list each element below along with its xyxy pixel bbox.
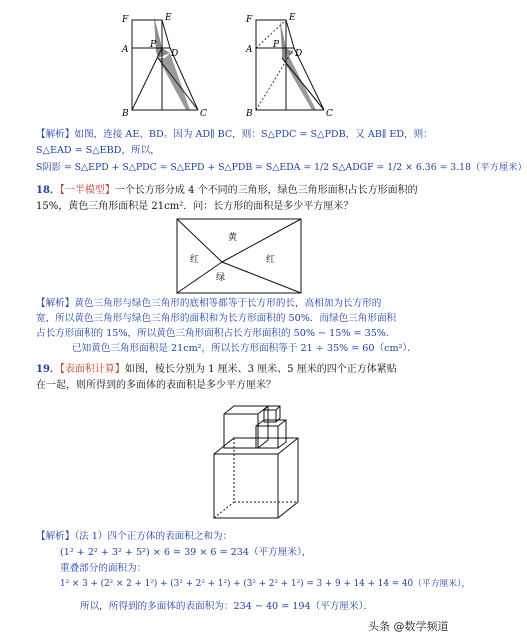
label-A: A [246, 45, 253, 55]
label-A: A [122, 45, 129, 55]
label-B: B [246, 109, 253, 119]
solution18-line1: 【解析】黄色三角形与绿色三角形的底相等都等于长方形的长，高相加为长方形的 [36, 298, 382, 309]
solution19-line5: 所以，所得到的多面体的表面积为：234 − 40 = 194（平方厘米）． [80, 601, 373, 612]
figure-stacked-cubes [196, 396, 326, 520]
label-P: P [150, 40, 157, 50]
label-E: E [165, 13, 172, 23]
label-C: C [326, 109, 333, 119]
solution17-line1: 【解析】如图，连接 AE、BD。因为 AD∥ BC，则：S△PDC = S△PDB，又 AB∥ ED，则： [36, 129, 433, 140]
question19-text1: 如图，棱长分别为 1 厘米、3 厘米、5 厘米的四个正方体紧贴 [124, 364, 397, 375]
question19-number: 19． [36, 364, 60, 375]
label-D: D [295, 49, 303, 59]
label-yellow: 黄 [228, 233, 238, 243]
label-green: 绿 [216, 273, 226, 283]
label-F: F [122, 15, 129, 25]
label-red-left: 红 [190, 255, 200, 265]
solution19-line1: 【解析】（法 1）四个正方体的表面积之和为： [36, 531, 233, 542]
label-E: E [289, 13, 296, 23]
label-C: C [200, 109, 207, 119]
question18-text1: 一个长方形分成 4 个不同的三角形，绿色三角形面积占长方形面积的 [114, 185, 418, 196]
question18-text2: 15%，黄色三角形面积是 21cm²．问：长方形的面积是多少平方厘米？ [36, 201, 354, 212]
question19-tag: 【表面积计算】 [59, 364, 125, 375]
figure-rectangle-triangles [176, 218, 302, 294]
solution17-line3: S阴影 = S△EPD + S△PDC = S△EPD + S△PDB = S△EDA = 1/2 S△ADGF = 1/2 × 6.36 = 3.18（平方厘米） [36, 162, 527, 173]
question18-tag: 【一半模型】 [59, 185, 115, 196]
solution17-line2: S△EAD = S△EBD，所以， [36, 145, 160, 156]
label-B: B [122, 109, 129, 119]
solution18-line4: 已知黄色三角形面积是 21cm²，所以长方形面积等于 21 ÷ 35% = 60（cm²）． [72, 343, 417, 354]
label-P: P [273, 40, 280, 50]
figure-rectangle-left [110, 6, 230, 118]
question19 [36, 363, 397, 376]
solution18-line2: 宽，所以黄色三角形与绿色三角形的面积和为长方形面积的 50%．而绿色三角形面积 [36, 313, 397, 324]
figure-rectangle-right [236, 6, 356, 118]
solution19-line4: 1² × 3 + (2² × 2 + 1²) + (3² + 2² + 1²) + (3² + 2² + 1²) = 3 + 9 + 14 + 14 = 40（平方厘米）， [60, 579, 471, 589]
solution19-line2: (1² + 2² + 3² + 5²) × 6 = 39 × 6 = 234（平方厘米）， [60, 547, 312, 558]
question19-text2: 在一起，则所得到的多面体的表面积是多少平方厘米？ [36, 380, 276, 391]
solution19-line3: 重叠部分的面积为： [60, 563, 147, 574]
question18 [36, 184, 418, 197]
label-F: F [246, 15, 253, 25]
label-red-right: 红 [266, 255, 276, 265]
label-D: D [171, 49, 179, 59]
question18-number: 18． [36, 185, 60, 196]
watermark: 头条 @数学频道 [368, 620, 449, 633]
solution18-line3: 占长方形面积的 15%，所以黄色三角形面积占长方形面积的 50% − 15% = 35%． [36, 328, 396, 339]
